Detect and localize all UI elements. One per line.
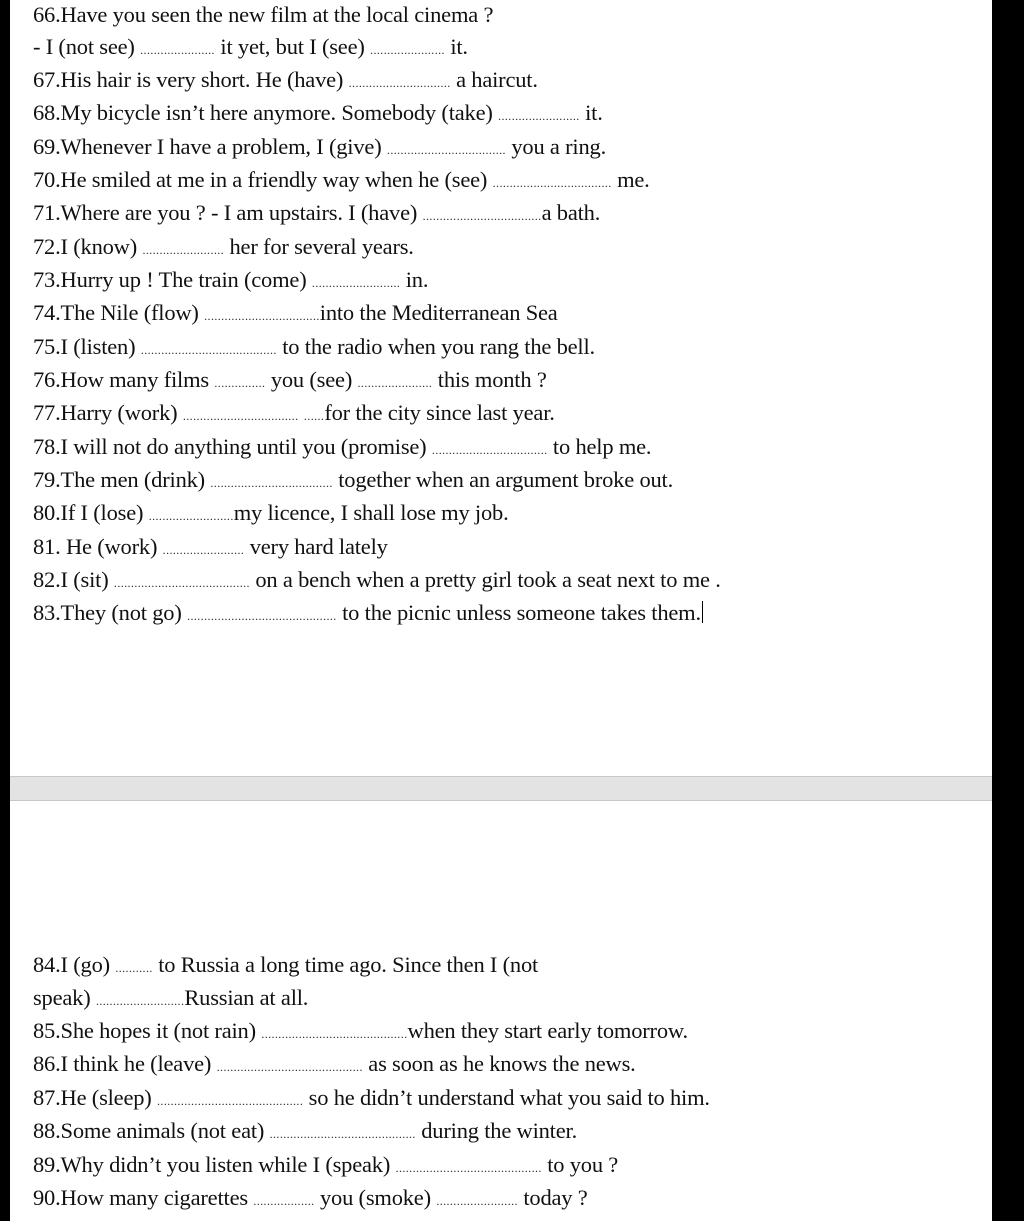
exercise-70 [33, 165, 650, 195]
exercise-text: to the picnic unless someone takes them. [336, 600, 701, 625]
exercise-text: speak) [33, 985, 96, 1010]
exercise-text: 78.I will not do anything until you (promise) [33, 434, 432, 459]
answer-blank[interactable]: ............... [214, 376, 266, 390]
exercise-text: you a ring. [505, 134, 607, 159]
exercise-69 [33, 132, 606, 162]
exercise-text: 89.Why didn’t you listen while I (speak) [33, 1152, 396, 1177]
exercise-text: 84.I (go) [33, 952, 116, 977]
answer-blank[interactable]: ........................ [162, 543, 245, 557]
answer-blank[interactable]: ............................................ [187, 609, 337, 623]
answer-blank[interactable]: ........................................... [216, 1060, 363, 1074]
answer-blank[interactable]: ........................................... [395, 1161, 542, 1175]
answer-blank[interactable]: ........................ [142, 243, 225, 257]
answer-blank[interactable]: ........................................ [140, 343, 277, 357]
exercise-text: on a bench when a pretty girl took a seat next to me . [249, 567, 721, 592]
exercise-84-continued [33, 983, 308, 1013]
answer-blank[interactable]: ........................................... [269, 1127, 416, 1141]
answer-blank[interactable]: ...................... [357, 376, 433, 390]
exercise-text: when they start early tomorrow. [407, 1018, 688, 1043]
exercise-text: me. [611, 167, 650, 192]
exercise-text: a bath. [541, 200, 601, 225]
exercise-75 [33, 332, 595, 362]
exercise-73 [33, 265, 428, 295]
exercise-text: her for several years. [224, 234, 414, 259]
answer-blank[interactable]: ........................................... [157, 1094, 304, 1108]
exercise-text: 70.He smiled at me in a friendly way when he (see) [33, 167, 493, 192]
exercise-text: 72.I (know) [33, 234, 143, 259]
exercise-67 [33, 65, 538, 95]
answer-blank[interactable]: ...................... [370, 43, 445, 57]
exercise-71 [33, 198, 600, 228]
answer-blank[interactable]: .................................. [204, 309, 320, 323]
exercise-76 [33, 365, 547, 395]
exercise-text: together when an argument broke out. [332, 467, 674, 492]
exercise-text: 81. He (work) [33, 534, 163, 559]
exercise-text: so he didn’t understand what you said to him. [303, 1085, 710, 1110]
exercise-text: to the radio when you rang the bell. [276, 334, 595, 359]
exercise-89 [33, 1150, 618, 1180]
exercise-text: 83.They (not go) [33, 600, 188, 625]
exercise-86 [33, 1049, 636, 1079]
answer-blank[interactable]: .............................. [348, 76, 451, 90]
exercise-text: 68.My bicycle isn’t here anymore. Somebody (take) [33, 100, 499, 125]
exercise-text: into the Mediterranean Sea [319, 300, 558, 325]
exercise-text: it. [444, 34, 468, 59]
answer-blank[interactable]: ......................... [148, 509, 234, 523]
exercise-84 [33, 950, 538, 980]
exercise-90 [33, 1183, 588, 1213]
exercise-80 [33, 498, 509, 528]
exercise-82 [33, 565, 721, 595]
exercise-text: 75.I (listen) [33, 334, 141, 359]
exercise-81 [33, 532, 388, 562]
exercise-74 [33, 298, 558, 328]
exercise-text: 90.How many cigarettes [33, 1185, 254, 1210]
answer-blank[interactable]: ........................ [498, 109, 580, 123]
answer-blank[interactable]: ................................... [492, 176, 612, 190]
exercise-text: 80.If I (lose) [33, 500, 149, 525]
text-cursor [702, 601, 704, 623]
exercise-text: to you ? [541, 1152, 619, 1177]
exercise-text: it yet, but I (see) [214, 34, 371, 59]
exercise-text: 71.Where are you ? - I am upstairs. I (have) [33, 200, 423, 225]
exercise-text: as soon as he knows the news. [362, 1051, 636, 1076]
answer-blank[interactable]: ........................................... [261, 1027, 408, 1041]
exercise-text: to help me. [547, 434, 652, 459]
exercise-text: 69.Whenever I have a problem, I (give) [33, 134, 387, 159]
answer-blank[interactable]: ........... [115, 961, 153, 975]
answer-blank[interactable]: .................................... [210, 476, 333, 490]
exercise-text: this month ? [432, 367, 547, 392]
answer-blank[interactable]: .................................. [431, 443, 548, 457]
exercise-text: to Russia a long time ago. Since then I (not [152, 952, 539, 977]
exercise-text: my licence, I shall lose my job. [233, 500, 509, 525]
answer-blank[interactable]: .......................... [311, 276, 401, 290]
exercise-79 [33, 465, 673, 495]
answer-blank[interactable]: ........................................ [113, 576, 250, 590]
exercise-66-answer [33, 32, 468, 62]
exercise-text: you (smoke) [314, 1185, 437, 1210]
exercise-text: 66.Have you seen the new film at the local cinema ? [33, 2, 494, 27]
exercise-text: for the city since last year. [324, 400, 555, 425]
exercise-text: you (see) [265, 367, 358, 392]
answer-blank[interactable]: .......................... [95, 994, 185, 1008]
answer-blank[interactable]: ........................ [436, 1194, 518, 1208]
exercise-text: very hard lately [244, 534, 388, 559]
exercise-72 [33, 232, 414, 262]
answer-blank[interactable]: ...... [303, 409, 325, 423]
answer-blank[interactable]: ...................... [140, 43, 215, 57]
answer-blank[interactable]: ................................... [386, 143, 506, 157]
exercise-83 [33, 598, 703, 628]
answer-blank[interactable]: .................................. [182, 409, 299, 423]
exercise-77 [33, 398, 555, 428]
exercise-text: 87.He (sleep) [33, 1085, 158, 1110]
exercise-68 [33, 98, 603, 128]
exercise-text: today ? [517, 1185, 588, 1210]
answer-blank[interactable]: .................. [253, 1194, 315, 1208]
page-break [10, 776, 992, 801]
exercise-text: 86.I think he (leave) [33, 1051, 217, 1076]
exercise-text: it. [579, 100, 603, 125]
exercise-text: 88.Some animals (not eat) [33, 1118, 270, 1143]
exercise-text: 77.Harry (work) [33, 400, 183, 425]
exercise-text: 73.Hurry up ! The train (come) [33, 267, 312, 292]
exercise-text: 85.She hopes it (not rain) [33, 1018, 262, 1043]
exercise-85 [33, 1016, 688, 1046]
exercise-text: 74.The Nile (flow) [33, 300, 205, 325]
exercise-87 [33, 1083, 710, 1113]
exercise-text: a haircut. [450, 67, 538, 92]
exercise-text: - I (not see) [33, 34, 141, 59]
exercise-text: 79.The men (drink) [33, 467, 211, 492]
exercise-text: Russian at all. [184, 985, 309, 1010]
exercise-text: in. [400, 267, 429, 292]
exercise-66 [33, 0, 493, 30]
exercise-78 [33, 432, 651, 462]
exercise-text: 82.I (sit) [33, 567, 114, 592]
exercise-text: 76.How many films [33, 367, 215, 392]
exercise-text: during the winter. [415, 1118, 577, 1143]
exercise-88 [33, 1116, 577, 1146]
answer-blank[interactable]: ................................... [422, 209, 542, 223]
exercise-text: 67.His hair is very short. He (have) [33, 67, 349, 92]
